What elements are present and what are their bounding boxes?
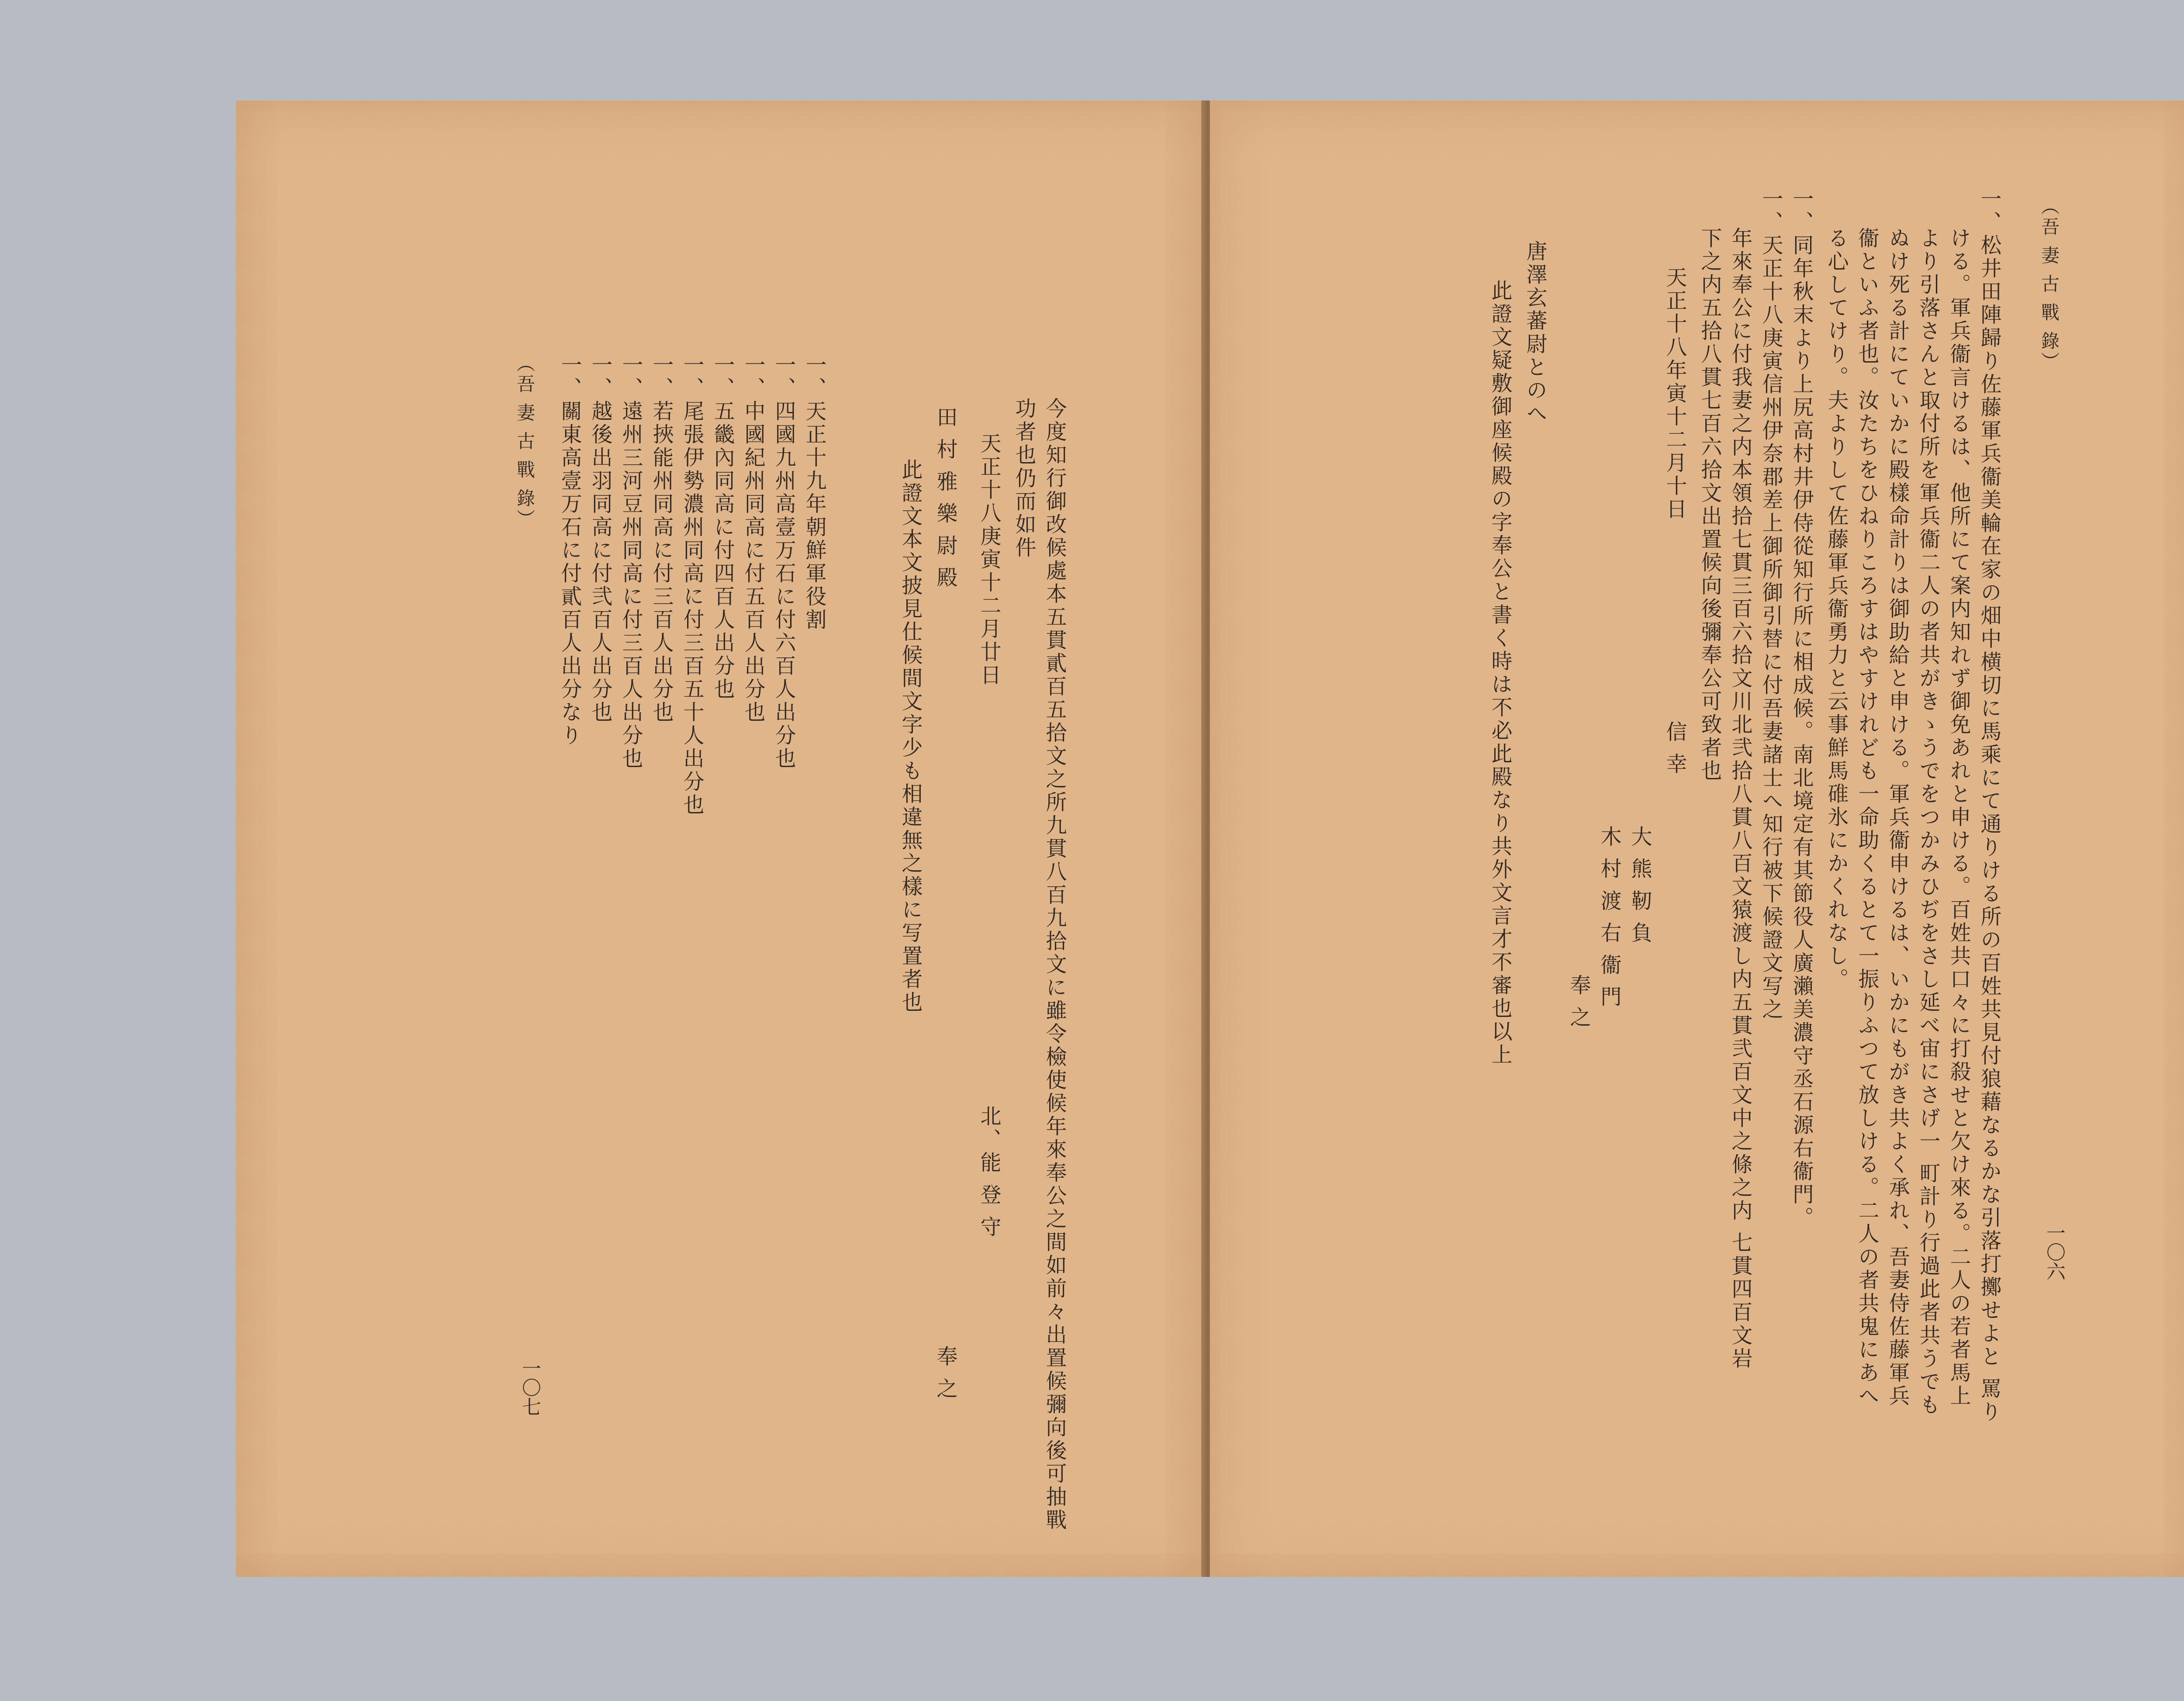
right-page-number: 一〇六 [2043,1223,2065,1281]
list-item: 一、關東高壹万石に付貳百人出分なり [557,354,582,747]
list-item: 一、尾張伊勢濃州同高に付三百五十人出分也 [680,354,704,817]
date-line: 天正十八年寅十二月十日 [1662,266,1687,521]
list-item: 一、中國紀州同高に付五百人出分也 [741,354,765,724]
text-line: 此證文疑敷御座候殿の字奉公と書く時は不必此殿なり共外文言才不審也以上 [1488,280,1512,1067]
list-item: 一、若挾能州同高に付三百人出分也 [649,354,674,724]
text-line: 一、天正十八庚寅信州伊奈郡差上御所御引替に付吾妻諸士へ知行被下候證文写之 [1759,188,1783,1021]
right-header: （吾 妻 古 戰 錄） [2039,197,2060,373]
text-line: より引落さんと取付所を軍兵衞二人の者共がきゝうでをつかみひぢをさし延べ宙にさげ一 町計り行過此者共うでも [1916,227,1940,1417]
date-line: 天正十八庚寅十二月廿日 [977,432,1001,687]
list-item: 一、天正十九年朝鮮軍役割 [802,354,826,632]
left-page [236,100,1201,1577]
signer: 北、能 登 守 [977,1105,1001,1239]
list-item: 一、遠州三河豆州同高に付三百人出分也 [619,354,643,771]
text-line: 下之内五拾八貫七百六拾文出置候向後彌奉公可致者也 [1697,227,1722,783]
list-item: 一、四國九州高壹万石に付六百人出分也 [771,354,796,771]
text-line: ぬけ死る計にていかに殿樣命計りは御助給と申ける。軍兵衞申けるは、いかにもがき共よく承れ、吾妻侍佐藤軍兵 [1885,227,1910,1408]
signer: 信 幸 [1662,721,1687,776]
signer: 奉 之 [933,1345,957,1401]
right-page [1210,100,2184,1577]
signer: 奉 之 [1566,974,1591,1030]
signer: 大 熊 靭 負 [1628,826,1652,945]
text-line: 功者也仍而如件 [1012,398,1036,560]
addressee: 唐澤玄蕃尉とのへ [1523,240,1547,425]
text-line: ける。軍兵衞言けるは、他所にて案内知れず御免あれと申ける。百姓共口々に打殺せと欠け來る。二人の若者馬上 [1946,227,1971,1408]
addressee: 田 村 雅 樂 尉 殿 [933,406,957,590]
text-line: る心してけり。夫よりして佐藤軍兵衞勇力と云事鮮馬碓氷にかくれなし。 [1824,227,1849,991]
text-line: 一、松井田陣歸り佐藤軍兵衞美輪在家の畑中横切に馬乘にて通りける所の百姓共見付狼藉なるかな引落打擲せよと 罵り [1977,188,2001,1424]
list-item: 一、越後出羽同高に付弐百人出分也 [588,354,612,724]
list-item: 一、五畿內同高に付四百人出分也 [710,354,735,701]
text-line: 今度知行御改候處本五貫貳百五拾文之所九貫八百九拾文に雖令檢使候年來奉公之間如前々出置候彌向後可抽戰 [1042,398,1067,1532]
left-header: （吾 妻 古 戰 錄） [514,354,536,530]
signer: 木 村 渡 右 衞 門 [1597,826,1621,1009]
text-line: 衞といふ者也。汝たちをひねりころすはやすけれども一命助くるとて一振りふつて放しける。二人の者共鬼にあへ [1855,227,1879,1408]
text-line: 此證文本文披見仕候間文字少も相違無之樣に写置者也 [898,459,923,1014]
text-line: 年來奉公に付我妻之内本領拾七貫三百六拾文川北弐拾八貫八百文猿渡し内五貫弐百文中之條之内 七貫四百文岩 [1728,227,1752,1371]
text-line: 一、同年秋末より上尻高村井伊侍從知行所に相成候。南北境定有其節役人廣瀨美濃守丞石源右衞門。 [1789,188,1814,1230]
left-page-number: 一〇七 [518,1359,541,1416]
